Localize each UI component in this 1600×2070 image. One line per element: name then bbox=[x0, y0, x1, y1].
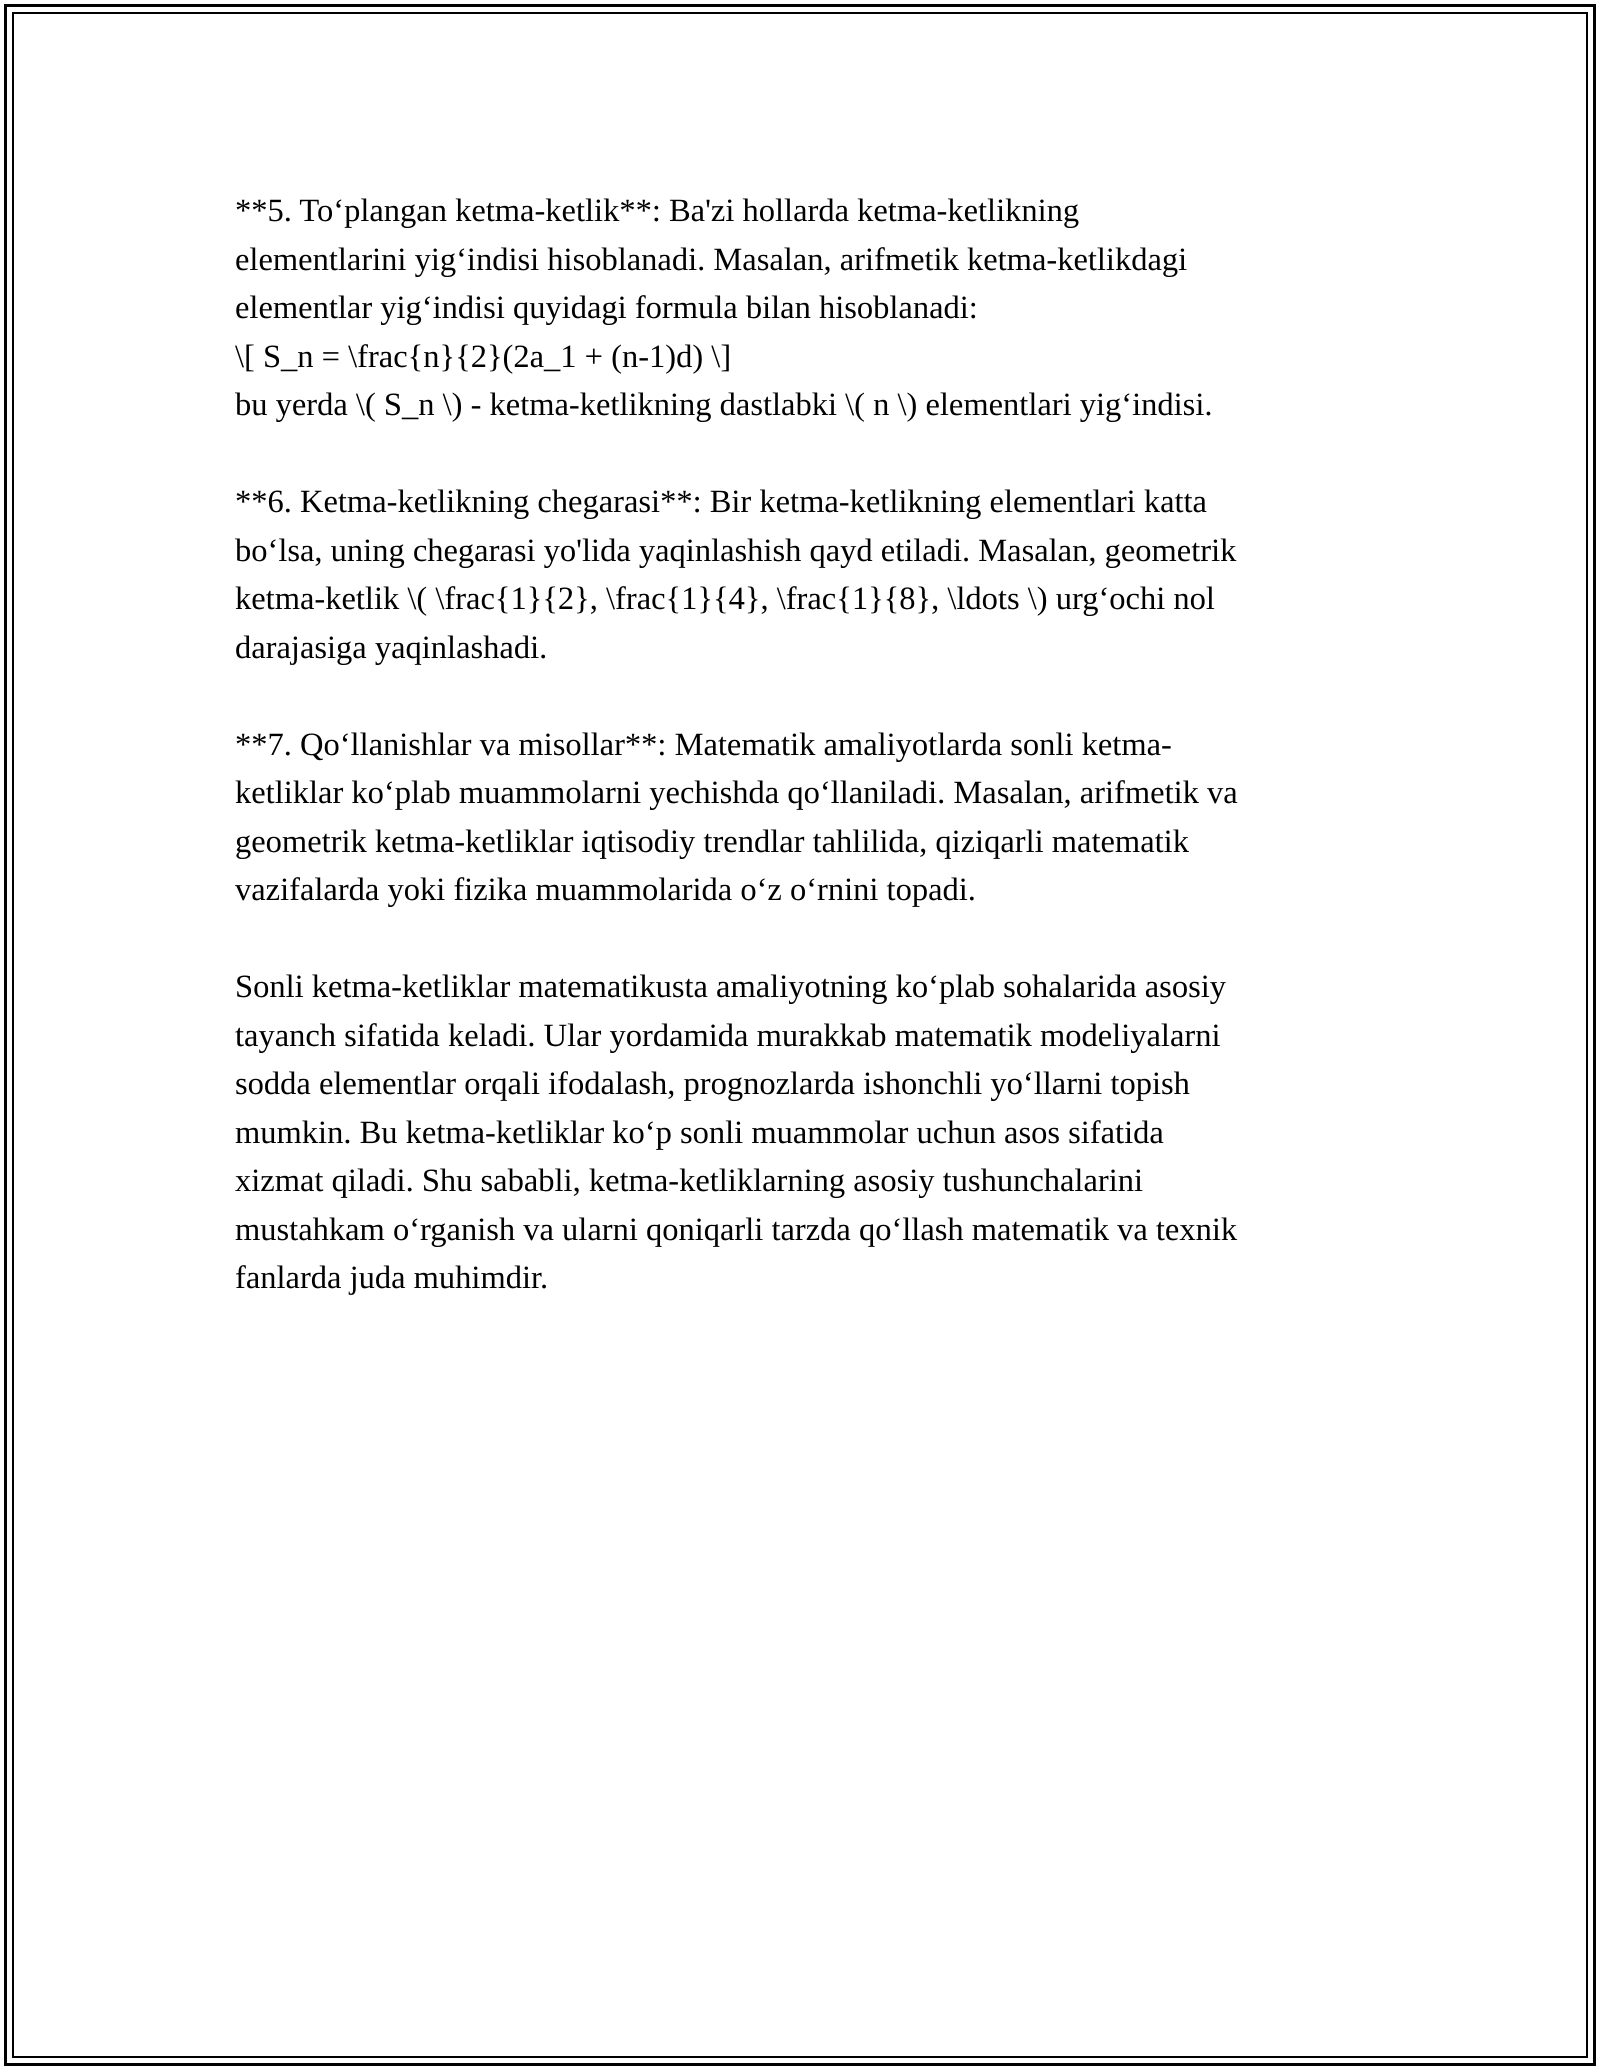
text-line: elementlarini yig‘indisi hisoblanadi. Masalan, arifmetik ketma-ketlikdagi bbox=[235, 241, 1188, 278]
paragraph-section-6 bbox=[235, 478, 1385, 672]
text-line: bo‘lsa, uning chegarasi yo'lida yaqinlashish qayd etiladi. Masalan, geometrik bbox=[235, 532, 1237, 569]
text-line: tayanch sifatida keladi. Ular yordamida murakkab matematik modeliyalarni bbox=[235, 1017, 1221, 1054]
formula-line: \[ S_n = \frac{n}{2}(2a_1 + (n-1)d) \] bbox=[235, 338, 732, 375]
text-line: geometrik ketma-ketliklar iqtisodiy trendlar tahlilida, qiziqarli matematik bbox=[235, 823, 1189, 860]
text-line: **6. Ketma-ketlikning chegarasi**: Bir ketma-ketlikning elementlari katta bbox=[235, 484, 1207, 520]
text-line: xizmat qiladi. Shu sababli, ketma-ketliklarning asosiy tushunchalarini bbox=[235, 1163, 1144, 1199]
text-line: Sonli ketma-ketliklar matematikusta amaliyotning ko‘plab sohalarida asosiy bbox=[235, 969, 1227, 1005]
text-line: sodda elementlar orqali ifodalash, prognozlarda ishonchli yo‘llarni topish bbox=[235, 1066, 1190, 1102]
text-line: fanlarda juda muhimdir. bbox=[235, 1260, 549, 1296]
text-line: **5. To‘plangan ketma-ketlik**: Ba'zi hollarda ketma-ketlikning bbox=[235, 193, 1080, 229]
text-line: elementlar yig‘indisi quyidagi formula bilan hisoblanadi: bbox=[235, 290, 978, 326]
text-line: **7. Qo‘llanishlar va misollar**: Matematik amaliyotlarda sonli ketma- bbox=[235, 726, 1172, 763]
document-body bbox=[235, 187, 1385, 1351]
text-line: ketliklar ko‘plab muammolarni yechishda qo‘llaniladi. Masalan, arifmetik va bbox=[235, 775, 1238, 811]
paragraph-conclusion bbox=[235, 963, 1385, 1303]
text-line: ketma-ketlik \( \frac{1}{2}, \frac{1}{4}, \frac{1}{8}, \ldots \) urg‘ochi nol bbox=[235, 581, 1215, 617]
text-line: vazifalarda yoki fizika muammolarida o‘z o‘rnini topadi. bbox=[235, 872, 976, 908]
text-line: mumkin. Bu ketma-ketliklar ko‘p sonli muammolar uchun asos sifatida bbox=[235, 1114, 1164, 1151]
text-line: darajasiga yaqinlashadi. bbox=[235, 629, 548, 666]
text-line: mustahkam o‘rganish va ularni qoniqarli tarzda qo‘llash matematik va texnik bbox=[235, 1211, 1238, 1248]
paragraph-section-5 bbox=[235, 187, 1385, 430]
paragraph-section-7 bbox=[235, 721, 1385, 915]
text-line: bu yerda \( S_n \) - ketma-ketlikning dastlabki \( n \) elementlari yig‘indisi. bbox=[235, 387, 1213, 423]
